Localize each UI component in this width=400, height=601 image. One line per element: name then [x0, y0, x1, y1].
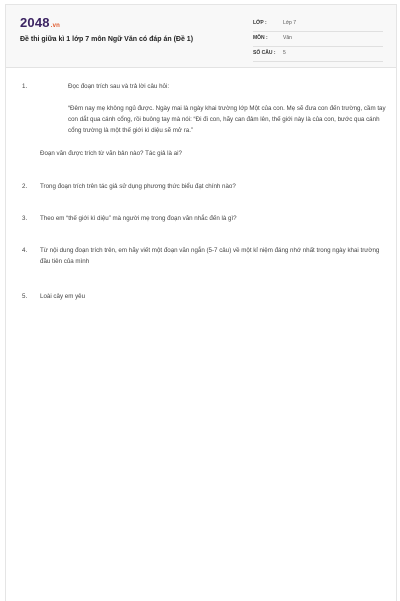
meta-value: 5: [283, 50, 286, 56]
site-logo[interactable]: [20, 15, 60, 30]
question-text: Loài cây em yêu: [40, 293, 86, 300]
document-page: [5, 4, 397, 601]
document-title: Đề thi giữa kì 1 lớp 7 môn Ngữ Văn có đáp án (Đề 1): [20, 36, 194, 43]
question-text: Theo em “thế giới kì diệu” mà người mẹ trong đoạn văn nhắc đến là gì?: [40, 215, 237, 222]
logo-number: 2048: [20, 15, 50, 30]
logo-suffix: .vn: [50, 23, 61, 29]
question-number: 1.: [22, 83, 28, 90]
meta-key: MÔN :: [253, 35, 268, 41]
document-header: [6, 5, 396, 68]
question-number: 4.: [22, 247, 28, 254]
meta-row-question-count: [253, 47, 383, 62]
question-number: 3.: [22, 215, 28, 222]
question-text: Đoạn văn được trích từ văn bản nào? Tác giả là ai?: [40, 150, 182, 157]
question-number: 2.: [22, 183, 28, 190]
meta-value: Lớp 7: [283, 20, 297, 26]
question-passage: “Đêm nay mẹ không ngủ được. Ngày mai là ngày khai trường lớp Một của con. Mẹ sẽ đưa con đến trường, cầm tay con dắt qua cánh cổng, rồi buông tay mà nói: “Đi đi con, hãy can đảm lên, thế giới này là của con, bước qua cánh cổng trường là một thế giới kì diệu sẽ mở ra.”: [68, 105, 386, 134]
question-number: 5.: [22, 293, 28, 300]
meta-value: Văn: [283, 35, 292, 41]
question-text: Trong đoạn trích trên tác giả sử dụng phương thức biểu đạt chính nào?: [40, 183, 236, 190]
meta-row-grade: [253, 17, 383, 32]
meta-key: SỐ CÂU :: [253, 50, 276, 56]
meta-key: LỚP :: [253, 20, 267, 26]
question-text: Từ nội dung đoạn trích trên, em hãy viết một đoạn văn ngắn (5-7 câu) về một kỉ niệm đáng nhớ nhất trong ngày khai trường đầu tiên của mình: [40, 247, 380, 265]
meta-row-subject: [253, 32, 383, 47]
question-intro: Đọc đoạn trích sau và trả lời câu hỏi:: [68, 83, 170, 90]
